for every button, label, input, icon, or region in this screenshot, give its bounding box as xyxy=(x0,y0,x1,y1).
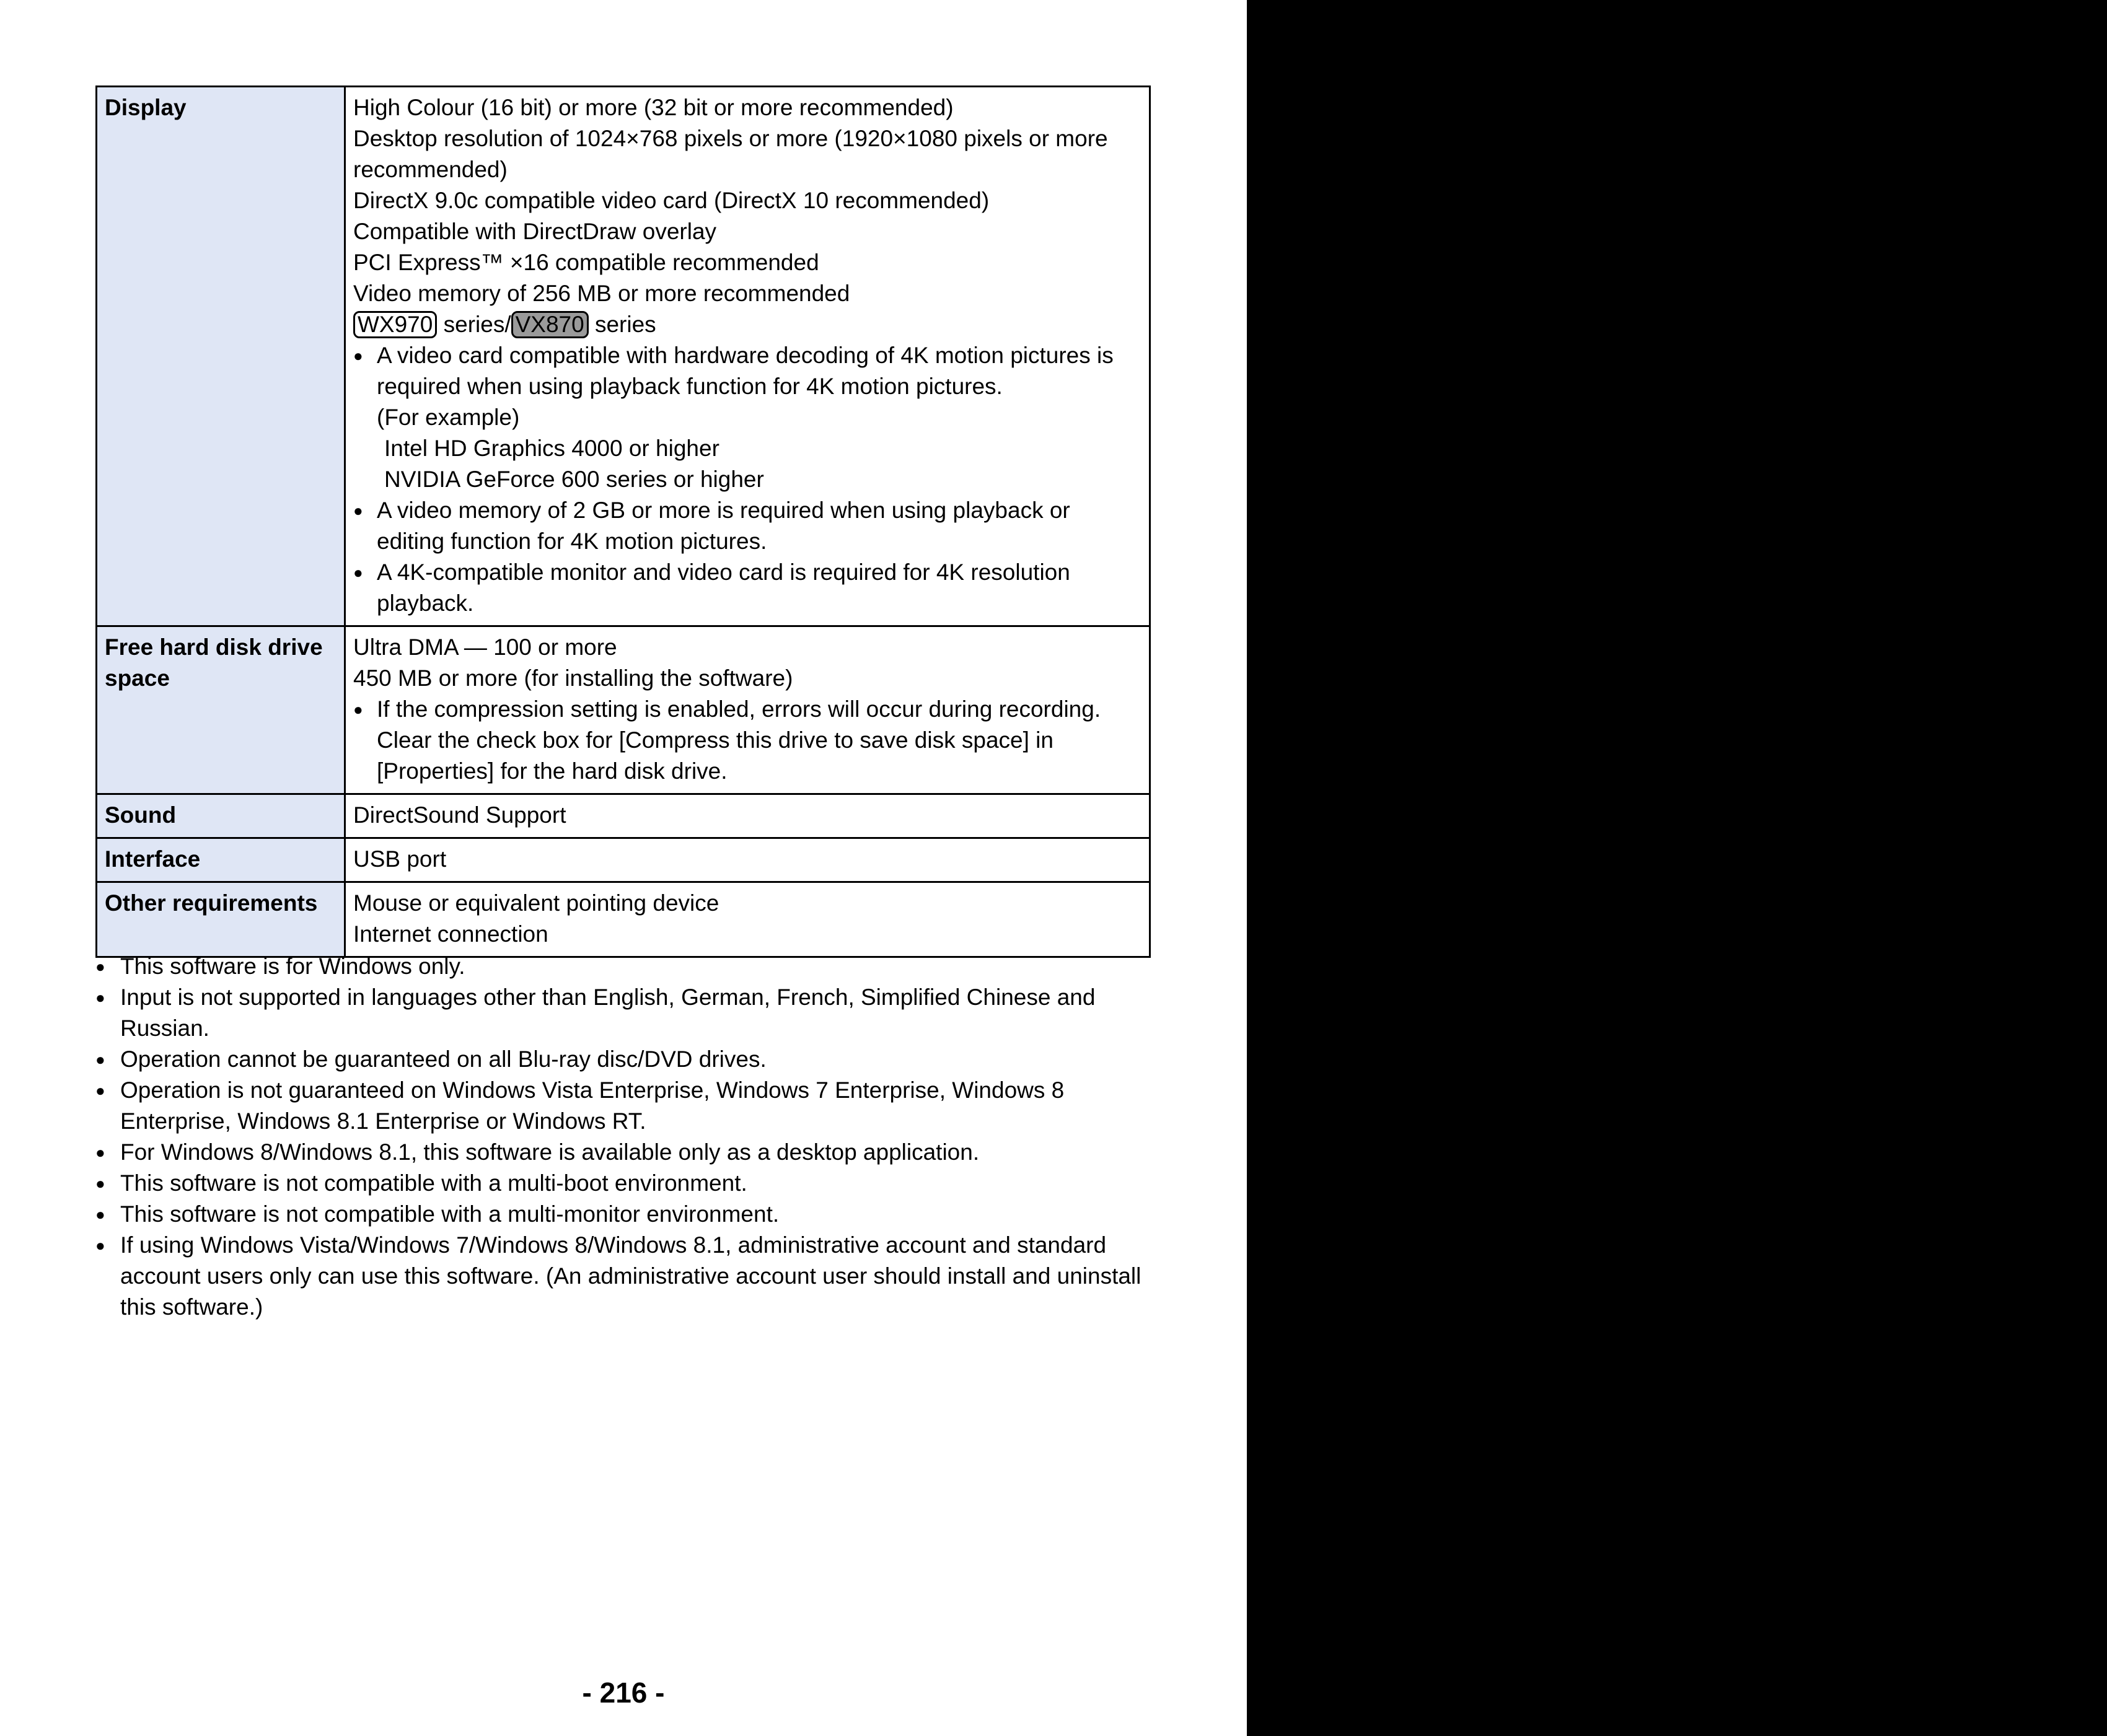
row-value-sound: DirectSound Support xyxy=(345,794,1150,838)
disk-line: 450 MB or more (for installing the software) xyxy=(353,665,793,691)
table-row-other xyxy=(97,882,1150,957)
bullet-item xyxy=(353,340,1141,495)
row-label-sound: Sound xyxy=(97,794,345,838)
model-separator: series/ xyxy=(443,312,511,337)
note-item: ● Operation cannot be guaranteed on all Blu-ray disc/DVD drives. xyxy=(95,1044,1161,1075)
row-label-disk: Free hard disk drive space xyxy=(97,626,345,794)
display-line: DirectX 9.0c compatible video card (DirectX 10 recommended) xyxy=(353,188,990,213)
row-label-interface: Interface xyxy=(97,838,345,882)
row-label-other: Other requirements xyxy=(97,882,345,957)
row-value-other xyxy=(345,882,1150,957)
table-row-disk xyxy=(97,626,1150,794)
model-tag-vx870: VX870 xyxy=(511,311,589,338)
bullet-item: ● A 4K-compatible monitor and video card is required for 4K resolution playback. xyxy=(353,557,1141,619)
notes-list xyxy=(95,951,1161,1323)
example-item: NVIDIA GeForce 600 series or higher xyxy=(384,467,764,492)
display-line: Compatible with DirectDraw overlay xyxy=(353,219,717,244)
table-row-sound xyxy=(97,794,1150,838)
bullet-item: ● A video memory of 2 GB or more is required when using playback or editing function for 4K motion pictures. xyxy=(353,495,1141,557)
bullet-text: A video card compatible with hardware decoding of 4K motion pictures is required when using playback function for 4K motion pictures. xyxy=(377,343,1114,399)
example-header: (For example) xyxy=(377,405,520,430)
other-line: Internet connection xyxy=(353,921,548,947)
example-item: Intel HD Graphics 4000 or higher xyxy=(384,436,719,461)
note-item: ● Input is not supported in languages other than English, German, French, Simplified Chinese and Russian. xyxy=(95,982,1161,1044)
other-line: Mouse or equivalent pointing device xyxy=(353,890,719,916)
model-tag-wx970: WX970 xyxy=(353,311,437,338)
note-item: ● For Windows 8/Windows 8.1, this software is available only as a desktop application. xyxy=(95,1137,1161,1168)
display-line: Desktop resolution of 1024×768 pixels or more (1920×1080 pixels or more recommended) xyxy=(353,126,1108,182)
disk-line: Ultra DMA — 100 or more xyxy=(353,634,617,660)
note-item: ● This software is for Windows only. xyxy=(95,951,1161,982)
display-line: PCI Express™ ×16 compatible recommended xyxy=(353,250,819,275)
model-series-line xyxy=(353,309,1141,340)
model-suffix: series xyxy=(594,312,656,337)
page-number: - 216 - xyxy=(582,1677,665,1709)
row-value-display xyxy=(345,87,1150,626)
note-item: ● If using Windows Vista/Windows 7/Windows 8/Windows 8.1, administrative account and standard account users only can use this software. (An administrative account user should install and uninstall this software.) xyxy=(95,1230,1161,1323)
row-label-display: Display xyxy=(97,87,345,626)
bullet-item: ● If the compression setting is enabled, errors will occur during recording. Clear the check box for [Compress this drive to save disk space] in [Properties] for the hard disk drive. xyxy=(353,694,1141,787)
note-item: ● Operation is not guaranteed on Windows Vista Enterprise, Windows 7 Enterprise, Windows 8 Enterprise, Windows 8.1 Enterprise or Windows RT. xyxy=(95,1075,1161,1137)
note-item: ● This software is not compatible with a multi-boot environment. xyxy=(95,1168,1161,1199)
display-line: High Colour (16 bit) or more (32 bit or more recommended) xyxy=(353,95,954,120)
system-requirements-table xyxy=(95,85,1151,958)
table-row-display xyxy=(97,87,1150,626)
display-line: Video memory of 256 MB or more recommended xyxy=(353,281,850,306)
table-row-interface xyxy=(97,838,1150,882)
note-item: ● This software is not compatible with a multi-monitor environment. xyxy=(95,1199,1161,1230)
row-value-disk xyxy=(345,626,1150,794)
row-value-interface: USB port xyxy=(345,838,1150,882)
